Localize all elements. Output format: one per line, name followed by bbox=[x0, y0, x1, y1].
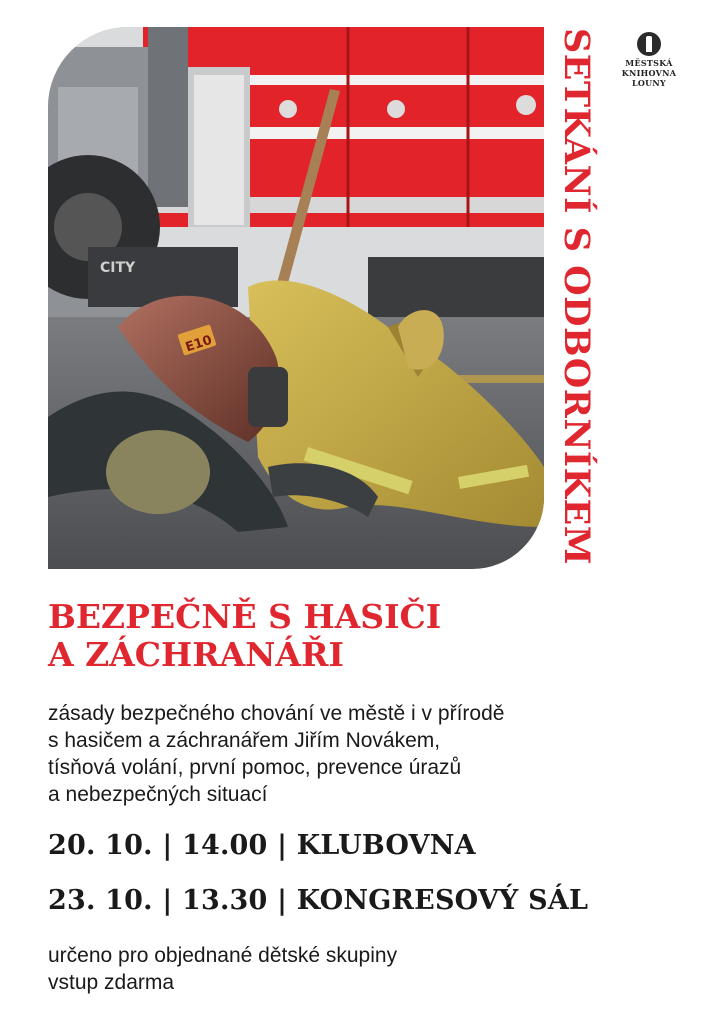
vertical-title-text: SETKÁNÍ S ODBORNÍKEM bbox=[556, 28, 597, 566]
hero-photo bbox=[48, 27, 544, 569]
event-2: 23. 10. | 13.30 | KONGRESOVÝ SÁL bbox=[48, 885, 589, 916]
logo-line-1: MĚSTSKÁ bbox=[625, 58, 673, 68]
truck-lettering: CITY bbox=[100, 260, 136, 276]
logo-line-3: LOUNY bbox=[631, 78, 667, 88]
helmet-badge: E10 bbox=[183, 332, 215, 356]
description-line: zásady bezpečného chování ve městě i v přírodě bbox=[48, 702, 505, 725]
footer-line: určeno pro objednané dětské skupiny bbox=[48, 944, 398, 967]
footer-note bbox=[48, 942, 397, 996]
description-line: tísňová volání, první pomoc, prevence úrazů bbox=[48, 756, 462, 779]
lighthouse-icon bbox=[637, 32, 661, 56]
headline-line-1: BEZPEČNĚ S HASIČI bbox=[48, 597, 442, 636]
description-line: s hasičem a záchranářem Jiřím Novákem, bbox=[48, 729, 441, 752]
headline-line-2: A ZÁCHRANÁŘI bbox=[48, 635, 344, 674]
description bbox=[48, 700, 648, 808]
description-line: a nebezpečných situací bbox=[48, 783, 268, 806]
logo-line-2: KNIHOVNA bbox=[621, 68, 677, 78]
library-logo bbox=[614, 32, 684, 88]
footer-line: vstup zdarma bbox=[48, 971, 175, 994]
vertical-title bbox=[554, 28, 598, 622]
headline bbox=[48, 598, 441, 674]
event-1: 20. 10. | 14.00 | KLUBOVNA bbox=[48, 830, 476, 861]
